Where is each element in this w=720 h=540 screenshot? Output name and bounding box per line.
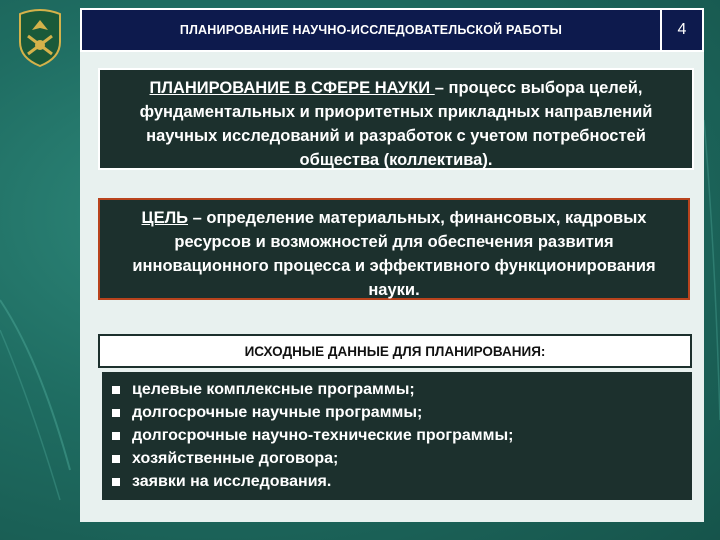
list-item — [112, 424, 682, 447]
definition-box — [98, 68, 694, 170]
bullet-icon — [112, 409, 120, 417]
list-item — [112, 470, 682, 493]
list-item — [112, 401, 682, 424]
list-item-text: заявки на исследования. — [132, 473, 332, 490]
goal-box — [98, 198, 690, 300]
page-number: 4 — [660, 10, 702, 50]
list-item — [112, 447, 682, 470]
coat-of-arms-emblem-icon — [14, 8, 66, 68]
bullet-icon — [112, 386, 120, 394]
list-item — [112, 378, 682, 401]
source-data-list — [112, 378, 682, 493]
goal-text: – определение материальных, финансовых, кадровых ресурсов и возможностей для обеспечения развития инновационного процесса и эффективного функционирования науки. — [132, 209, 656, 299]
source-data-heading: ИСХОДНЫЕ ДАННЫЕ ДЛЯ ПЛАНИРОВАНИЯ: — [98, 334, 692, 368]
bullet-icon — [112, 478, 120, 486]
source-data-list-box — [102, 372, 692, 500]
bullet-icon — [112, 455, 120, 463]
page-title: ПЛАНИРОВАНИЕ НАУЧНО-ИССЛЕДОВАТЕЛЬСКОЙ РАБОТЫ — [179, 23, 563, 37]
content-panel — [80, 52, 704, 522]
definition-term: ПЛАНИРОВАНИЕ В СФЕРЕ НАУКИ — [149, 79, 435, 97]
list-item-text: долгосрочные научно-технические программы; — [132, 427, 514, 444]
list-item-text: целевые комплексные программы; — [132, 381, 415, 398]
title-bar — [80, 8, 704, 52]
list-item-text: долгосрочные научные программы; — [132, 404, 423, 421]
bullet-icon — [112, 432, 120, 440]
definition-text: – процесс выбора целей, фундаментальных и приоритетных прикладных направлений научных исследований и разработок с учетом потребностей общества (коллектива). — [139, 79, 653, 169]
goal-term: ЦЕЛЬ — [141, 209, 189, 227]
list-item-text: хозяйственные договора; — [132, 450, 339, 467]
